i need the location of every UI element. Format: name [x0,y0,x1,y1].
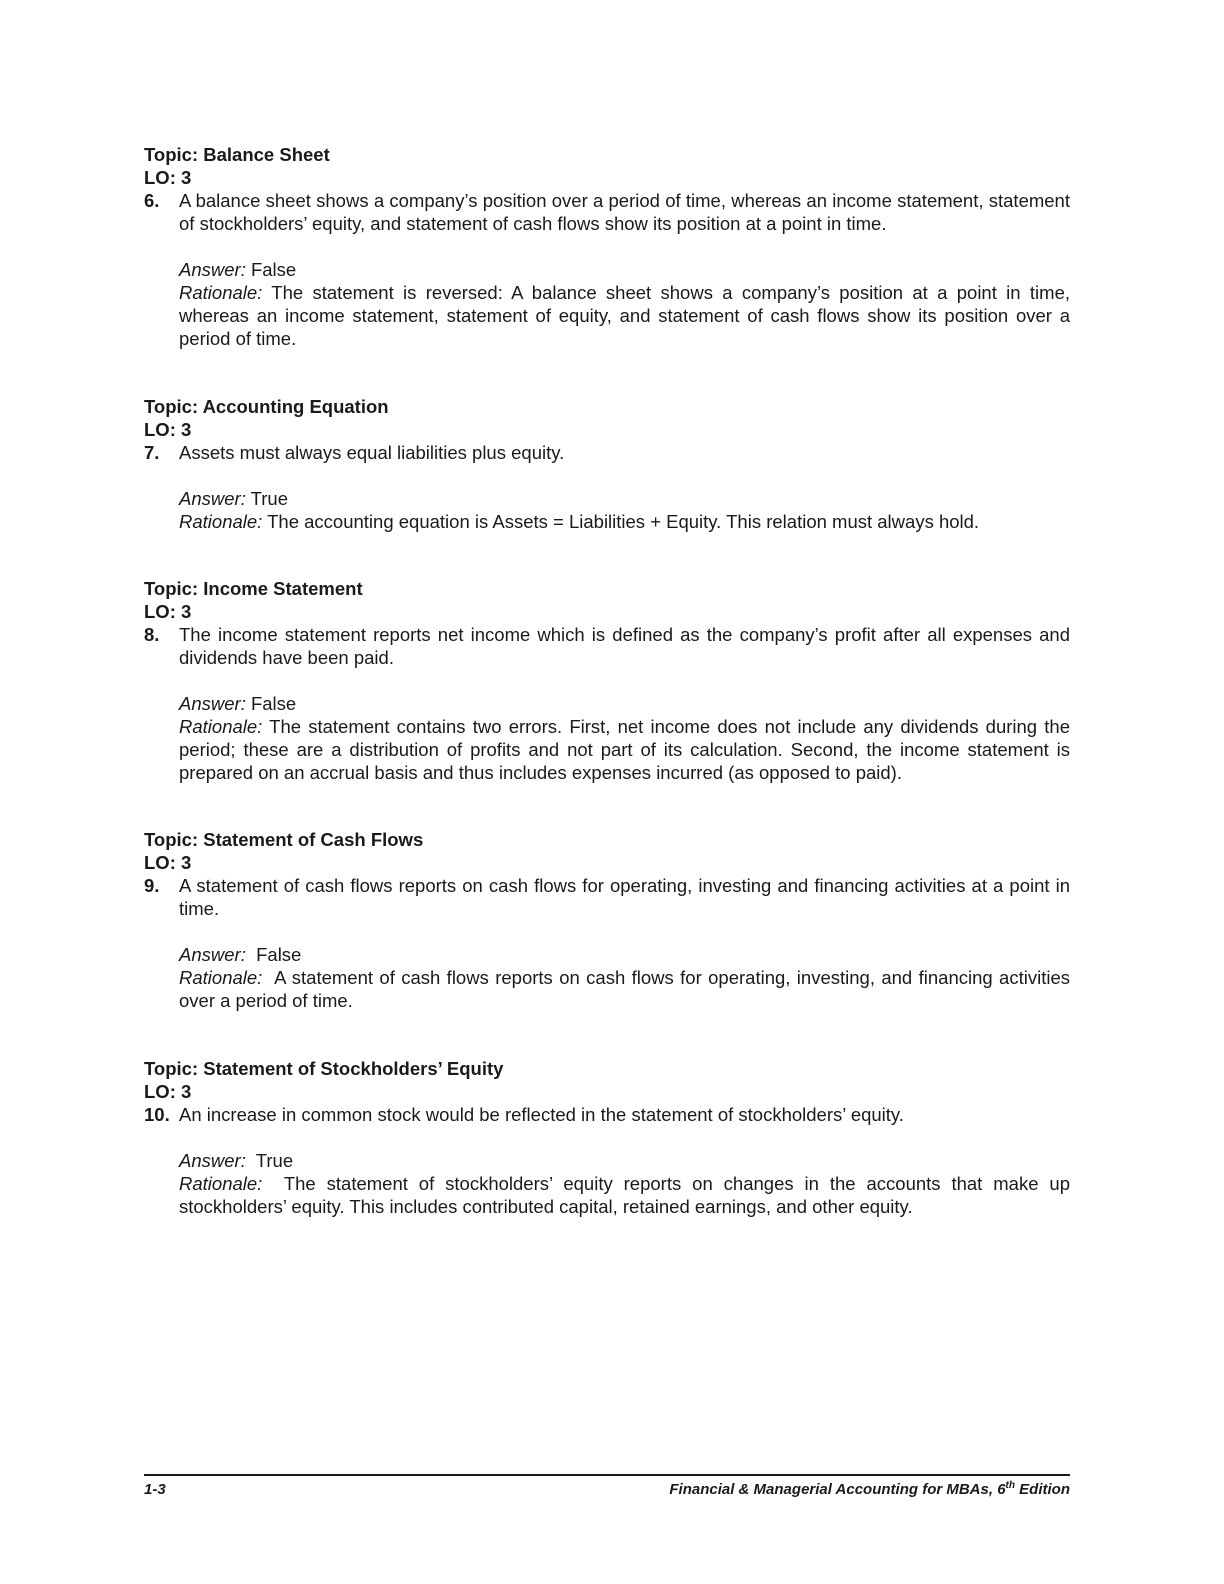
rationale-line [179,510,1070,533]
question-row [144,874,1070,920]
page-number: 1-3 [144,1481,166,1498]
topic-heading: Topic: Balance Sheet [144,144,330,165]
answer-label: Answer: [179,488,246,509]
rationale-label: Rationale: [179,282,263,303]
learning-objective: LO: 3 [144,1081,192,1102]
answer-block [179,487,1070,533]
question-text: Assets must always equal liabilities plus equity. [179,442,565,463]
rationale-text: The statement contains two errors. First, net income does not include any dividends during the period; these are a distribution of profits and not part of its calculation. Second, the income statement is prepared on an accrual basis and thus includes expenses incurred (as opposed to paid). [179,716,1070,783]
rationale-label: Rationale: [179,1173,263,1194]
learning-objective: LO: 3 [144,419,192,440]
edition-word: Edition [1015,1481,1070,1498]
rationale-text: The statement is reversed: A balance sheet shows a company’s position at a point in time, whereas an income statement, statement of equity, and statement of cash flows show its position over a period of time. [179,282,1070,349]
rationale-text: The statement of stockholders’ equity reports on changes in the accounts that make up stockholders’ equity. This includes contributed capital, retained earnings, and other equity. [179,1173,1076,1217]
question-number: 10. [144,1104,170,1125]
answer-label: Answer: [179,259,246,280]
question-number: 7. [144,442,160,463]
question-row [144,1103,1070,1126]
answer-value: False [245,259,297,280]
learning-objective: LO: 3 [144,167,192,188]
rationale-text: A statement of cash flows reports on cash flows for operating, investing, and financing activities over a period of time. [179,967,1076,1011]
answer-line [179,1149,1070,1172]
question-number: 9. [144,875,160,896]
book-title-text: Financial & Managerial Accounting for MBAs, 6 [669,1481,1006,1498]
answer-label: Answer: [179,1150,246,1171]
question-10 [144,1057,1076,1218]
question-text: A balance sheet shows a company’s position over a period of time, whereas an income statement, statement of stockholders’ equity, and statement of cash flows show its position at a point in time. [179,190,1070,234]
rationale-label: Rationale: [179,511,263,532]
page-footer [144,1474,1070,1498]
question-text: The income statement reports net income which is defined as the company’s profit after all expenses and dividends have been paid. [179,624,1070,668]
answer-label: Answer: [179,693,246,714]
question-row [144,623,1070,669]
question-6 [144,143,1070,350]
topic-heading: Topic: Income Statement [144,578,363,599]
question-8 [144,577,1070,784]
rationale-label: Rationale: [179,967,263,988]
answer-value: False [245,693,297,714]
topic-heading: Topic: Accounting Equation [144,396,389,417]
learning-objective: LO: 3 [144,852,192,873]
question-text: A statement of cash flows reports on cash flows for operating, investing and financing activities at a point in time. [179,875,1070,919]
topic-heading: Topic: Statement of Stockholders’ Equity [144,1058,504,1079]
question-7 [144,395,1070,533]
answer-value: True [245,488,288,509]
answer-line [179,487,1070,510]
rationale-line [179,1172,1076,1218]
rationale-line [179,966,1076,1012]
topic-heading: Topic: Statement of Cash Flows [144,829,424,850]
question-row [144,189,1070,235]
question-number: 8. [144,624,160,645]
answer-line [179,943,1070,966]
rationale-label: Rationale: [179,716,263,737]
answer-block [179,258,1070,350]
answer-value: True [245,1150,294,1171]
rationale-line [179,281,1070,350]
book-title [669,1481,1070,1498]
question-number: 6. [144,190,160,211]
question-9 [144,828,1076,1012]
page-content [144,143,1076,1218]
edition-superscript: th [1005,1480,1015,1491]
answer-line [179,692,1070,715]
answer-label: Answer: [179,944,246,965]
learning-objective: LO: 3 [144,601,192,622]
rationale-line [179,715,1070,784]
answer-line [179,258,1070,281]
answer-block [179,943,1076,1012]
answer-block [179,692,1070,784]
rationale-text: The accounting equation is Assets = Liabilities + Equity. This relation must always hold. [262,511,980,532]
answer-value: False [245,944,302,965]
answer-block [179,1149,1076,1218]
question-text: An increase in common stock would be reflected in the statement of stockholders’ equity. [179,1104,904,1125]
question-row [144,441,1070,464]
